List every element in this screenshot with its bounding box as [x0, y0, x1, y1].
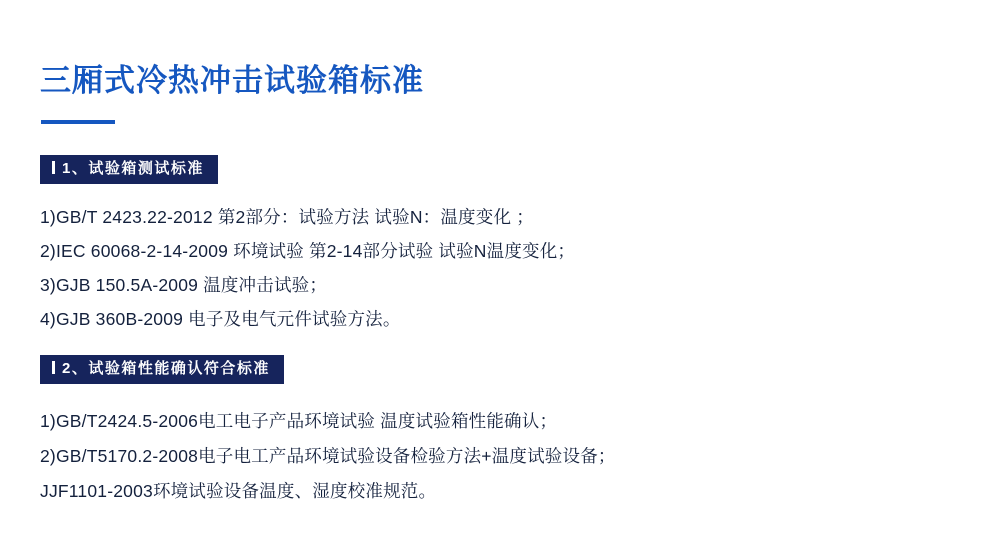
section-heading-label: 1、试验箱测试标准 [62, 160, 204, 177]
section-heading [40, 155, 218, 184]
heading-bar-icon [52, 161, 55, 174]
section-test-standards [40, 155, 940, 336]
list-item: 4)GJB 360B-2009 电子及电气元件试验方法。 [40, 308, 401, 329]
list-item: 3)GJB 150.5A-2009 温度冲击试验； [40, 274, 328, 295]
title-underline [41, 120, 115, 124]
section-performance-standards [40, 355, 940, 509]
list-item: 2)GB/T5170.2-2008电子电工产品环境试验设备检验方法+温度试验设备； [40, 445, 616, 466]
list-item: JJF1101-2003环境试验设备温度、湿度校准规范。 [40, 480, 437, 501]
section-heading [40, 355, 284, 384]
section-body [40, 404, 940, 509]
page-title: 三厢式冷热冲击试验箱标准 [40, 63, 424, 98]
list-item: 1)GB/T 2423.22-2012 第2部分：试验方法 试验N：温度变化 ； [40, 206, 534, 227]
list-item: 1)GB/T2424.5-2006电工电子产品环境试验 温度试验箱性能确认； [40, 410, 558, 431]
heading-bar-icon [52, 361, 55, 374]
section-heading-label: 2、试验箱性能确认符合标准 [62, 360, 270, 377]
list-item: 2)IEC 60068-2-14-2009 环境试验 第2-14部分试验 试验N温度变化； [40, 240, 576, 261]
section-body [40, 200, 940, 336]
